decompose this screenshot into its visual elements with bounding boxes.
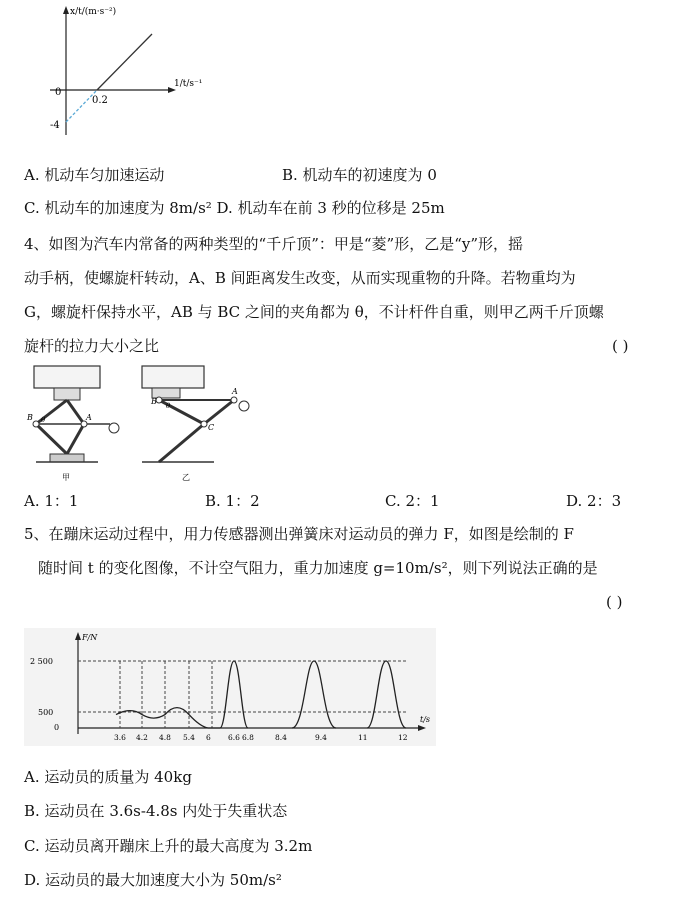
q4-option-b[interactable]: B. 1：2 [205, 492, 260, 510]
q4-line-1: 4、如图为汽车内常备的两种类型的“千斤顶”：甲是“菱”形，乙是“y”形，摇 [24, 235, 524, 253]
q3-option-b[interactable]: B. 机动车的初速度为 0 [282, 166, 437, 184]
ft-chart [24, 628, 436, 746]
svg-text:B: B [151, 397, 157, 406]
q5-option-d[interactable]: D. 运动员的最大加速度大小为 50m/s² [24, 871, 282, 889]
y-tick-0: 0 [54, 723, 60, 732]
q5-option-b[interactable]: B. 运动员在 3.6s-4.8s 内处于失重状态 [24, 802, 288, 820]
q4-option-d[interactable]: D. 2：3 [566, 492, 622, 510]
x-tick-labels [114, 733, 408, 742]
q4-line-2: 动手柄，使螺旋杆转动，A、B 间距离发生改变，从而实现重物的升降。若物重均为 [24, 269, 576, 287]
svg-text:A: A [86, 413, 92, 422]
jacks-svg [14, 362, 264, 487]
q4-line-3: G，螺旋杆保持水平，AB 与 BC 之间的夹角都为 θ，不计杆件自重，则甲乙两千斤顶螺 [24, 303, 604, 321]
q4-line-4: 旋杆的拉力大小之比 [24, 337, 160, 355]
y-axis-arrow [63, 6, 69, 14]
figure-xt-graph [40, 0, 220, 140]
y-axis-label: x/t/(m·s⁻²) [70, 7, 117, 17]
y-tick-2500: 2 500 [30, 657, 53, 666]
svg-text:θ: θ [166, 402, 171, 410]
q5-option-c[interactable]: C. 运动员离开蹦床上升的最大高度为 3.2m [24, 837, 313, 855]
x-tick-label: 4.2 [136, 733, 148, 742]
jack-jia [26, 366, 119, 482]
chart-y-arrow [75, 632, 81, 640]
q4-option-c[interactable]: C. 2：1 [385, 492, 440, 510]
x-tick-label: 11 [358, 733, 368, 742]
x-tick-label: 9.4 [315, 733, 327, 742]
xt-graph-svg [40, 0, 220, 140]
x-tick-label: 5.4 [183, 733, 195, 742]
q5-line-2: 随时间 t 的变化图像，不计空气阻力，重力加速度 g=10m/s²，则下列说法正确的是 [38, 559, 598, 577]
x-tick-label: 0.2 [92, 95, 108, 106]
jack-yi [142, 366, 249, 482]
origin-label: 0 [55, 87, 62, 98]
chart-ylabel: F/N [82, 633, 98, 642]
q5-line-1: 5、在蹦床运动过程中，用力传感器测出弹簧床对运动员的弹力 F，如图是绘制的 F [24, 525, 574, 543]
chart-xlabel: t/s [420, 715, 431, 724]
x-tick-label: 12 [398, 733, 408, 742]
q4-option-a[interactable]: A. 1：1 [24, 492, 79, 510]
vertical-guides [120, 661, 212, 728]
svg-text:θ: θ [41, 416, 46, 424]
label-yi: 乙 [182, 473, 190, 482]
x-axis-label: 1/t/s⁻¹ [174, 79, 203, 89]
x-tick-label: 6.6 [228, 733, 240, 742]
y-tick-label: -4 [50, 120, 60, 131]
x-tick-label: 8.4 [275, 733, 287, 742]
q5-answer-paren: ( ) [606, 593, 623, 611]
label-jia: 甲 [62, 473, 70, 482]
chart-x-arrow [418, 725, 426, 731]
x-tick-label: 6 [206, 733, 211, 742]
svg-text:A: A [232, 387, 238, 396]
figure-jacks [14, 362, 264, 487]
x-tick-label: 4.8 [159, 733, 171, 742]
q3-option-a[interactable]: A. 机动车匀加速运动 [24, 166, 165, 184]
q4-answer-paren: ( ) [612, 337, 629, 355]
graph-line [97, 34, 152, 90]
ft-chart-svg [24, 628, 436, 746]
x-tick-label: 6.8 [242, 733, 254, 742]
y-tick-500: 500 [38, 708, 54, 717]
svg-text:C: C [208, 423, 215, 432]
x-tick-label: 3.6 [114, 733, 126, 742]
q3-option-c-d[interactable]: C. 机动车的加速度为 8m/s² D. 机动车在前 3 秒的位移是 25m [24, 199, 445, 217]
force-curve [116, 661, 406, 728]
q5-option-a[interactable]: A. 运动员的质量为 40kg [24, 768, 192, 786]
svg-text:B: B [27, 413, 33, 422]
